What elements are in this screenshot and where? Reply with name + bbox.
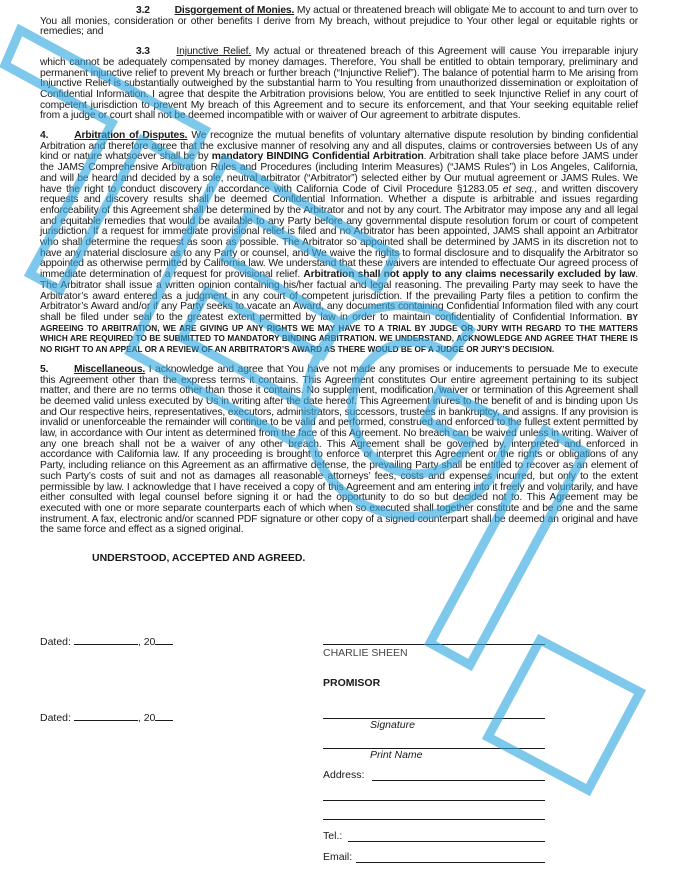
signature-line[interactable] — [323, 718, 545, 719]
section-italic: et seq. — [502, 183, 535, 195]
promisor-name: CHARLIE SHEEN — [323, 647, 408, 659]
section-emphasis: Arbitration shall not apply to any claims necessarily excluded by law — [303, 269, 636, 281]
section-heading: Disgorgement of Monies. — [174, 5, 295, 16]
section-3-2 — [40, 6, 638, 38]
signature-block — [40, 630, 640, 870]
dated-line-1 — [40, 634, 173, 648]
address-line-3[interactable] — [323, 819, 545, 820]
tel-line[interactable] — [348, 841, 545, 842]
section-number: 4. — [40, 130, 49, 142]
address-label: Address: — [323, 769, 365, 781]
section-emphasis: mandatory BINDING Confidential Arbitration — [211, 151, 424, 163]
dated-label: Dated: — [40, 636, 71, 648]
year-blank[interactable] — [155, 634, 173, 645]
date-blank[interactable] — [74, 634, 138, 645]
section-text: My actual or threatened breach of this Agreement will cause You irreparable injury which cannot be adequately compensated by money damages. Therefore, You shall be entitled to obtain temporary, preliminary and permanent injunctive relief to prevent My breach or further breach (“Injunctive Relief”). The balance of potential harm to Me arising from Injunctive Relief is substantially outweighed by the substantial harm to You resulting from unauthorized dissemination or exploitation of Confidential Information. I agree that despite the Arbitration provisions below, You are entitled to seek Injunctive Relief in any court of competent jurisdiction to prevent My breach of this Agreement and to secure its enforcement, and that Your seeking equitable relief from a judge or court shall not be deemed incompatible with or waiver of Our agreement to arbitrate disputes. — [40, 46, 638, 122]
dated-line-2 — [40, 710, 173, 724]
section-4 — [40, 131, 638, 356]
section-heading: Injunctive Relief. — [176, 46, 252, 58]
name-line — [323, 644, 545, 645]
section-heading: Miscellaneous. — [73, 363, 146, 375]
dated-label: Dated: — [40, 712, 71, 724]
date-blank[interactable] — [74, 710, 138, 721]
section-number: 3.2 — [136, 5, 150, 16]
section-5 — [40, 365, 638, 536]
promisor-role: PROMISOR — [323, 677, 381, 689]
section-heading: Arbitration of Disputes. — [74, 130, 188, 142]
address-line-1[interactable] — [372, 780, 545, 781]
section-number: 5. — [40, 363, 49, 375]
section-3-3 — [40, 47, 638, 122]
section-text: I acknowledge and agree that You have not made any promises or inducements to persuade Me to execute this Agreement other than the express terms it contains. This Agreement constitutes Our entire agreement pertaining to its subject matter, and there are no terms other than those it contains. No supplement, modification, waiver or termination of this Agreement shall be deemed valid unless executed by Us in writing after the date hereof. This Agreement inures to the benefit of and is binding upon Us and Our respective heirs, representatives, executors, administrators, successors, trustees in bankruptcy, and assigns. If any provision is invalid or unenforceable the remainder will continue to be valid and performed, construed and enforced to the fullest extent permitted by law, in accordance with Our intent as determined from the face of this Agreement. No breach can be waived unless in writing. Waiver of any one breach shall not be a waiver of any other breach. This Agreement shall be governed by, interpreted and enforced in accordance with California law. If any proceeding is brought to enforce or interpret this Agreement or the rights or obligations of any Party, including reliance on this Agreement as an affirmative defense, the prevailing Party shall be entitled to recover as an element of such Party’s costs of suit and not as damages all reasonable attorneys’ fees, costs and expenses incurred, but only to the extent permissible by law. I acknowledge that I have received a copy of this Agreement and am entering into it freely and voluntarily, and have either consulted with legal counsel before signing it or had the opportunity to do so but decided not to. This Agreement may be executed with one or more separate counterparts each of which when so executed shall together constitute and be one and the same instrument. A fax, electronic and/or scanned PDF signature or other copy of a signed counterpart shall be deemed an original and have the same force and effect as a signed original. — [40, 363, 638, 536]
email-label: Email: — [323, 851, 353, 863]
section-caps-notice: BY AGREEING TO ARBITRATION, WE ARE GIVING UP ANY RIGHTS WE MAY HAVE TO A TRIAL BY JUDGE OR JURY WITH REGARD TO THE MATTERS WHICH ARE REQUIRED TO BE SUBMITTED TO MANDATORY BINDING ARBITRATION. WE UNDERSTAND, ACKNOWLEDGE AND AGREE THAT THERE IS NO RIGHT TO AN APPEAL OR A REVIEW OF AN ARBITRATOR’S AWARD AS THERE WOULD BE OF A JUDGE OR JURY’S DECISION. — [40, 312, 638, 355]
signature-label: Signature — [370, 719, 415, 731]
section-text: We recognize the mutual benefits of voluntary alternative dispute resolution by binding confidential Arbitration and therefore agree that the exclusive manner of resolving any and all disputes, claims or controversies between Us of any kind or nature whatsoever shall be by — [40, 130, 638, 163]
dated-suffix: , 20 — [137, 712, 156, 724]
section-text: . Arbitration shall take place before JAMS under the JAMS Comprehensive Arbitration Rules and Procedures (including Interim Measures) (“JAMS Rules”) in Los Angeles, California, and will be heard and decided by a sole, neutral arbitrator (“Arbitrator”) selected either by Our mutual agreement or JAMS Rules. We have the right to conduct discovery in accordance with California Code of Civil Procedure §1283.05 — [40, 151, 638, 195]
dated-suffix: , 20 — [137, 636, 156, 648]
section-text: , and written discovery requests and discovery results shall be deemed Confidential Information. Whether a dispute is arbitrable and issues regarding enforceability of this Agreement shall be determined by the Arbitrator and not by any court. The Arbitrator may impose any and all legal and equitable remedies that would be available to any Party before any governmental dispute resolution forum or court of competent jurisdiction. If a request for immediate provisional relief is filed and no Arbitrator has been appointed, JAMS shall appoint an Arbitrator who shall determine the request as soon as possible. The Arbitrator so appointed shall be determined by JAMS in its discretion not to have any material disclosure as to any Party or counsel, and We waive the rights to formal disclosure and to disqualify the Arbitrator so appointed as otherwise permitted by California law. We understand that these waivers are intended to effectuate Our agreed process of immediate determination of a request for provisional relief. — [40, 183, 638, 281]
print-name-line[interactable] — [323, 748, 545, 749]
section-text: . The Arbitrator shall issue a written opinion containing his/her factual and legal reasoning. The prevailing Party may seek to have the Arbitrator’s award entered as a judgment in any court of competent jurisdiction. If the prevailing Party files a petition to confirm the Arbitrator’s Award and/or if any Party seeks to vacate an Award, any documents containing Confidential Information filed with any court shall be filed under seal to the greatest extent permitted by law in order to maintain confidentiality of Confidential Information. — [40, 269, 639, 323]
understood-heading: UNDERSTOOD, ACCEPTED AND AGREED. — [92, 552, 306, 565]
year-blank[interactable] — [155, 710, 173, 721]
email-line[interactable] — [356, 862, 545, 863]
section-text: My actual or threatened breach will obligate Me to account to and turn over to You all monies, consideration or other benefits I derive from My breach, without prejudice to Your other legal or equitable rights or remedies; and — [40, 5, 638, 38]
tel-label: Tel.: — [323, 830, 343, 842]
section-number: 3.3 — [136, 46, 150, 58]
print-name-label: Print Name — [370, 749, 423, 761]
address-line-2[interactable] — [323, 800, 545, 801]
